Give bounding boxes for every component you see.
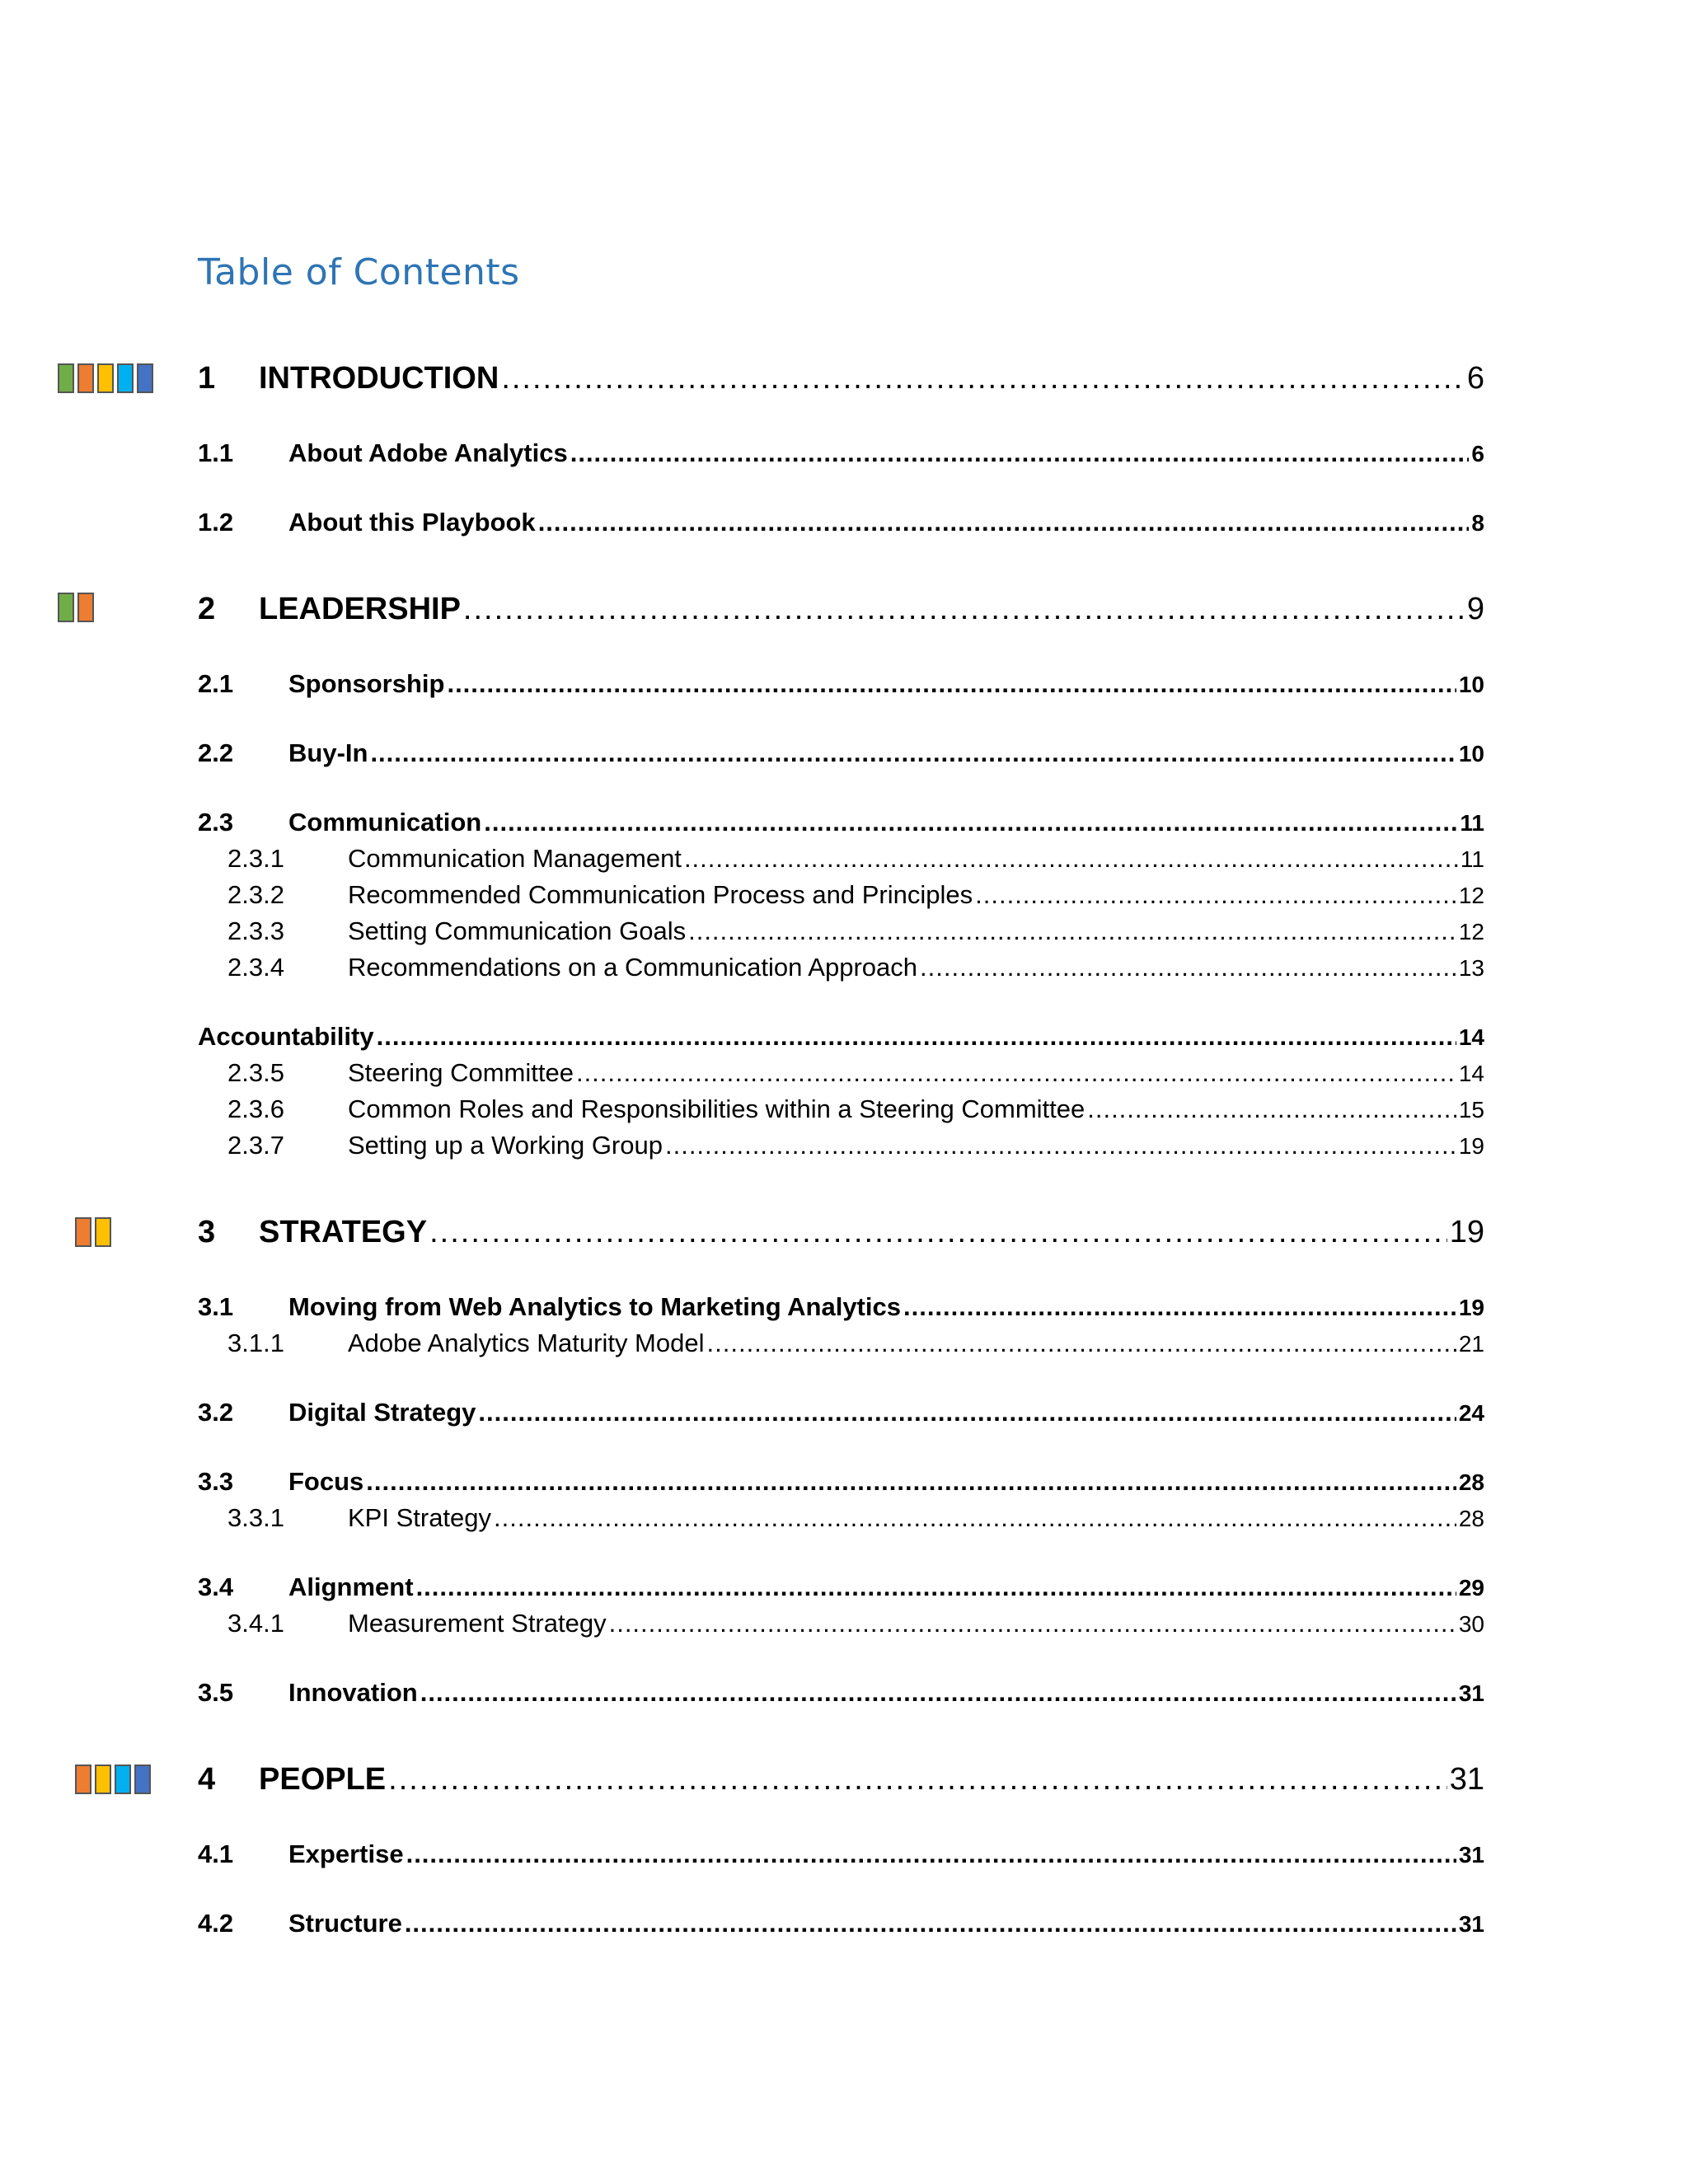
- color-square-icon: [115, 1765, 131, 1794]
- toc-entry-number: 2.3.4: [227, 953, 284, 982]
- toc-entry[interactable]: [227, 1609, 1484, 1638]
- toc-entry-page-number: 28: [1458, 1506, 1484, 1531]
- dot-leader: [576, 1058, 1456, 1088]
- toc-entry-page-number: 11: [1460, 810, 1484, 836]
- toc-entry-page-number: 6: [1466, 361, 1484, 396]
- toc-entry-page-number: 29: [1458, 1575, 1484, 1601]
- toc-entry[interactable]: [227, 844, 1484, 874]
- toc-entry-label: Setting Communication Goals: [348, 916, 687, 945]
- toc-entry-label: KPI Strategy: [348, 1503, 492, 1532]
- dot-leader: [609, 1609, 1456, 1638]
- toc-entry-page-number: 19: [1449, 1215, 1484, 1249]
- toc-entry-page-number: 11: [1460, 846, 1484, 872]
- toc-entry-page-number: 21: [1458, 1331, 1484, 1357]
- toc-entry-number: 3.1: [198, 1292, 234, 1321]
- toc-entry-page-number: 10: [1458, 672, 1484, 697]
- dot-leader: [484, 808, 1457, 837]
- toc-entry-label: Innovation: [288, 1678, 418, 1707]
- toc-entry-label: Structure: [288, 1909, 402, 1938]
- dot-leader: [377, 1022, 1456, 1052]
- toc-entry-number: 2.3.1: [227, 844, 284, 873]
- toc-entry-number: 3.3.1: [227, 1503, 284, 1532]
- toc-entry[interactable]: [198, 738, 1484, 768]
- toc-entry-number: 2.2: [198, 738, 234, 767]
- toc-entry-label: Communication: [288, 808, 482, 837]
- toc-entry-number: 4: [198, 1762, 216, 1797]
- toc-entry[interactable]: [198, 1398, 1484, 1427]
- toc-entry-number: 4.1: [198, 1840, 234, 1868]
- toc-entry-label: Recommended Communication Process and Principles: [348, 880, 973, 909]
- toc-entry-label: INTRODUCTION: [259, 361, 499, 396]
- page-title: Table of Contents: [198, 251, 520, 293]
- toc-entry-number: 2: [198, 592, 216, 626]
- toc-entry[interactable]: [227, 1503, 1484, 1533]
- toc-entry[interactable]: [227, 1131, 1484, 1160]
- toc-entry-page-number: 14: [1458, 1024, 1484, 1050]
- toc-entry[interactable]: [198, 1215, 1484, 1250]
- toc-entry[interactable]: [198, 1909, 1484, 1938]
- toc-entry[interactable]: [198, 1762, 1484, 1797]
- section-marker-icon: [58, 593, 94, 622]
- toc-entry-page-number: 8: [1471, 510, 1484, 536]
- toc-entry[interactable]: [198, 1467, 1484, 1497]
- toc-entry-number: 3.4: [198, 1572, 234, 1601]
- toc-entry-number: 3.5: [198, 1678, 234, 1707]
- toc-entry-label: Common Roles and Responsibilities within a Steering Committee: [348, 1094, 1085, 1123]
- toc-entry-page-number: 31: [1458, 1842, 1484, 1868]
- dot-leader: [707, 1329, 1456, 1358]
- toc-entry[interactable]: [198, 508, 1484, 537]
- toc-entry-number: 2.3.2: [227, 880, 284, 909]
- toc-entry-page-number: 31: [1449, 1762, 1484, 1797]
- toc-entry-page-number: 31: [1458, 1911, 1484, 1937]
- toc-entry-number: 2.3.3: [227, 916, 284, 945]
- toc-entry-number: 3: [198, 1215, 216, 1249]
- toc-entry-page-number: 24: [1458, 1400, 1484, 1426]
- toc-entry-label: LEADERSHIP: [259, 592, 461, 626]
- toc-entry-number: 2.3: [198, 808, 234, 837]
- dot-leader: [570, 438, 1470, 468]
- toc-entry-page-number: 6: [1471, 441, 1484, 466]
- toc-entry[interactable]: [198, 669, 1484, 699]
- dot-leader: [366, 1467, 1456, 1497]
- toc-entry-page-number: 19: [1458, 1133, 1484, 1159]
- toc-entry-label: Buy-In: [288, 738, 368, 767]
- toc-entry-number: 2.3.5: [227, 1058, 284, 1087]
- dot-leader: [406, 1840, 1456, 1869]
- toc-entry[interactable]: [227, 953, 1484, 982]
- toc-entry-number: 3.3: [198, 1467, 234, 1496]
- toc-entry-number: 3.4.1: [227, 1609, 284, 1638]
- toc-entry[interactable]: [198, 1572, 1484, 1602]
- toc-entry-label: Focus: [288, 1467, 364, 1496]
- toc-entry-label: Sponsorship: [288, 669, 445, 698]
- toc-entry-label: PEOPLE: [259, 1762, 387, 1797]
- dot-leader: [494, 1503, 1456, 1533]
- toc-entry[interactable]: [227, 916, 1484, 946]
- toc-entry-number: 2.1: [198, 669, 234, 698]
- toc-entry-page-number: 13: [1458, 955, 1484, 981]
- color-square-icon: [75, 1765, 91, 1794]
- toc-entry-label: Moving from Web Analytics to Marketing Analytics: [288, 1292, 901, 1321]
- dot-leader: [538, 508, 1470, 537]
- toc-entry[interactable]: [227, 1094, 1484, 1124]
- toc-entry[interactable]: [198, 808, 1484, 837]
- toc-entry-page-number: 9: [1466, 592, 1484, 626]
- toc-entry-label: Digital Strategy: [288, 1398, 476, 1427]
- toc-entry[interactable]: [198, 438, 1484, 468]
- dot-leader: [501, 361, 1465, 396]
- dot-leader: [478, 1398, 1456, 1427]
- dot-leader: [684, 844, 1458, 874]
- dot-leader: [688, 916, 1456, 946]
- toc-entry[interactable]: [198, 1292, 1484, 1322]
- color-square-icon: [58, 363, 74, 393]
- color-square-icon: [58, 593, 74, 622]
- dot-leader: [1087, 1094, 1456, 1124]
- toc-entry-page-number: 31: [1458, 1680, 1484, 1706]
- toc-entry-page-number: 14: [1458, 1061, 1484, 1086]
- toc-entry-label: STRATEGY: [259, 1215, 428, 1249]
- section-marker-icon: [75, 1765, 151, 1794]
- toc-entry-number: 2.3.6: [227, 1094, 284, 1123]
- dot-leader: [416, 1572, 1456, 1602]
- toc-entry[interactable]: [227, 880, 1484, 910]
- toc-entry-number: 1.2: [198, 508, 234, 537]
- color-square-icon: [134, 1765, 151, 1794]
- toc-entry-number: 3.1.1: [227, 1329, 284, 1357]
- toc-entry-label: Adobe Analytics Maturity Model: [348, 1329, 705, 1357]
- color-square-icon: [95, 1217, 111, 1247]
- toc-entry-number: 1.1: [198, 438, 234, 467]
- toc-entry-label: About Adobe Analytics: [288, 438, 568, 467]
- color-square-icon: [137, 363, 153, 393]
- color-square-icon: [77, 363, 94, 393]
- dot-leader: [920, 953, 1456, 982]
- toc-entry-page-number: 12: [1458, 919, 1484, 944]
- toc-entry-page-number: 12: [1458, 883, 1484, 908]
- color-square-icon: [117, 363, 134, 393]
- toc-entry-page-number: 30: [1458, 1611, 1484, 1637]
- toc-entry[interactable]: [198, 592, 1484, 627]
- color-square-icon: [97, 363, 114, 393]
- dot-leader: [665, 1131, 1456, 1160]
- dot-leader: [903, 1292, 1456, 1322]
- dot-leader: [405, 1909, 1456, 1938]
- dot-leader: [463, 592, 1465, 627]
- toc-entry-label: Recommendations on a Communication Approach: [348, 953, 917, 982]
- toc-entry-label: Accountability: [198, 1022, 374, 1051]
- toc-entry-number: 4.2: [198, 1909, 234, 1938]
- toc-entry-page-number: 28: [1458, 1469, 1484, 1495]
- section-marker-icon: [58, 363, 153, 393]
- toc-entry-number: 1: [198, 361, 216, 396]
- color-square-icon: [77, 593, 94, 622]
- toc-entry[interactable]: [198, 361, 1484, 396]
- toc-entry[interactable]: [227, 1329, 1484, 1358]
- toc-entry[interactable]: [198, 1840, 1484, 1869]
- toc-entry-page-number: 19: [1458, 1295, 1484, 1320]
- dot-leader: [975, 880, 1456, 910]
- toc-entry[interactable]: [198, 1022, 1484, 1052]
- dot-leader: [420, 1678, 1456, 1708]
- toc-entry-page-number: 15: [1458, 1097, 1484, 1122]
- toc-entry-page-number: 10: [1458, 741, 1484, 766]
- dot-leader: [429, 1215, 1447, 1250]
- toc-entry[interactable]: [198, 1678, 1484, 1708]
- toc-entry-label: About this Playbook: [288, 508, 536, 537]
- toc-entry-label: Alignment: [288, 1572, 414, 1601]
- toc-entry-label: Communication Management: [348, 844, 682, 873]
- color-square-icon: [95, 1765, 111, 1794]
- dot-leader: [447, 669, 1456, 699]
- toc-entry-label: Measurement Strategy: [348, 1609, 607, 1638]
- dot-leader: [370, 738, 1456, 768]
- toc-entry-number: 3.2: [198, 1398, 234, 1427]
- section-marker-icon: [75, 1217, 111, 1247]
- toc-entry-number: 2.3.7: [227, 1131, 284, 1160]
- toc-entry-label: Expertise: [288, 1840, 404, 1868]
- toc-entry[interactable]: [227, 1058, 1484, 1088]
- toc-entry-label: Steering Committee: [348, 1058, 574, 1087]
- toc-entry-label: Setting up a Working Group: [348, 1131, 663, 1160]
- color-square-icon: [75, 1217, 91, 1247]
- dot-leader: [388, 1762, 1447, 1797]
